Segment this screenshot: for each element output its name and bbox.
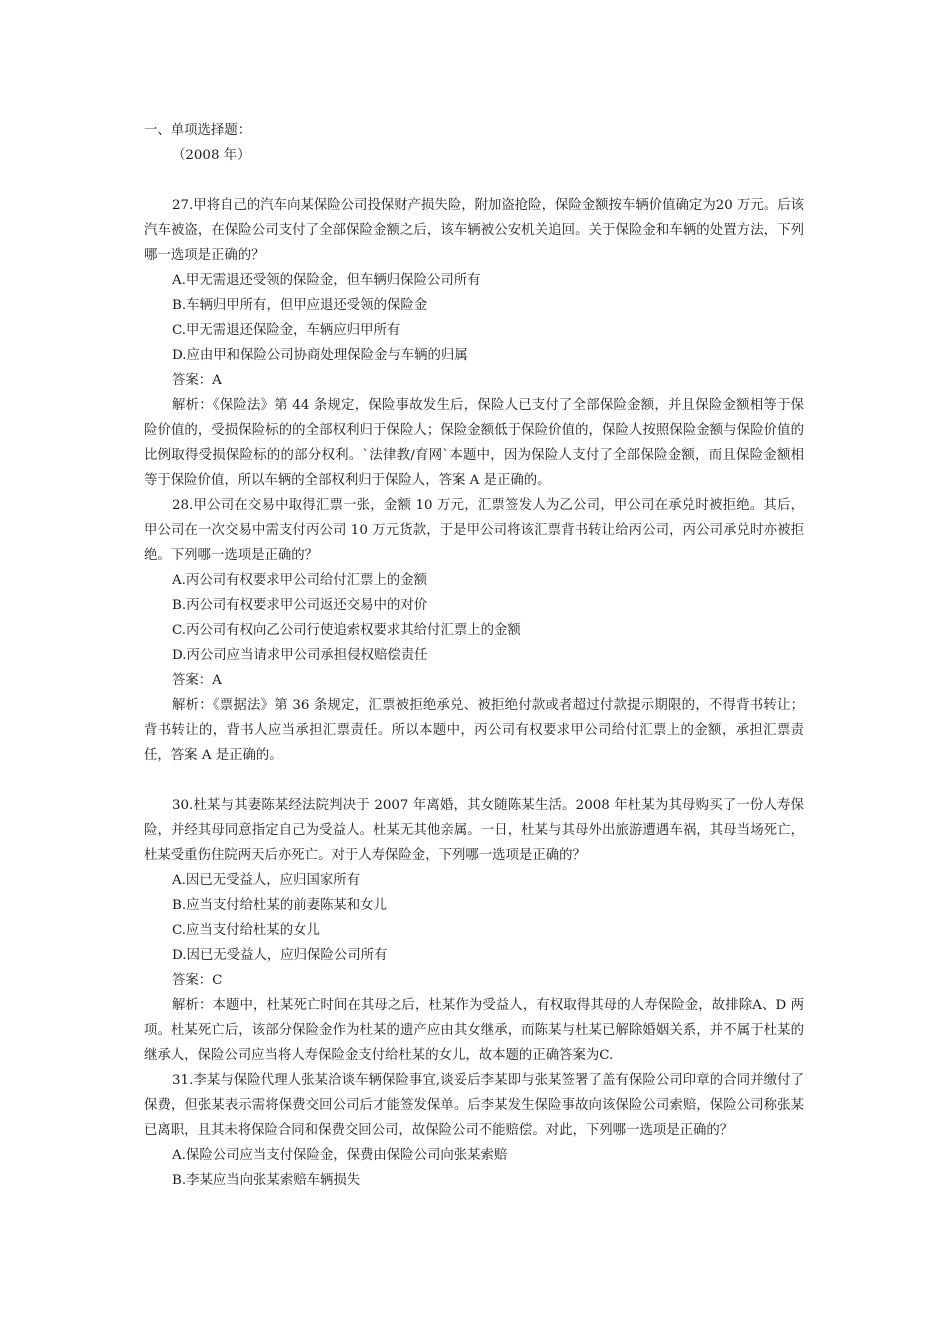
- document-body: [144, 118, 804, 1193]
- question-stem: 27.甲将自己的汽车向某保险公司投保财产损失险，附加盗抢险，保险金额按车辆价值确定为20 万元。后该汽车被盗，在保险公司支付了全部保险金额之后，该车辆被公安机关追回。关于保险金和车辆的处置方法，下列哪一选项是正确的？: [144, 198, 804, 263]
- option-d: D.丙公司应当请求甲公司承担侵权赔偿责任: [172, 648, 428, 663]
- option-c: C.甲无需退还保险金，车辆应归甲所有: [172, 323, 401, 338]
- section-title: 一、单项选择题：: [144, 123, 252, 138]
- option-c: C.应当支付给杜某的女儿: [172, 923, 320, 938]
- blank-line: [144, 768, 804, 793]
- option-a: A.保险公司应当支付保险金，保费由保险公司向张某索赔: [172, 1148, 508, 1163]
- blank-line: [144, 168, 804, 193]
- analysis: 解析：《保险法》第 44 条规定，保险事故发生后，保险人已支付了全部保险金额，并且保险金额相等于保险价值的，受损保险标的的全部权利归于保险人；保险金额低于保险价值的，保险人按照保险金额与保险价值的比例取得受损保险标的的部分权利。`法律教/育网`本题中，因为保险人支付了全部保险金额，而且保险金额相等于保险价值，所以车辆的全部权利归于保险人，答案 A 是正确的。: [144, 398, 804, 488]
- question-28: [144, 493, 804, 768]
- question-27: [144, 193, 804, 493]
- option-d: D.因已无受益人，应归保险公司所有: [172, 948, 388, 963]
- option-a: A.甲无需退还受领的保险金，但车辆归保险公司所有: [172, 273, 481, 288]
- option-c: C.丙公司有权向乙公司行使追索权要求其给付汇票上的金额: [172, 623, 521, 638]
- option-b: B.应当支付给杜某的前妻陈某和女儿: [172, 898, 387, 913]
- option-d: D.应由甲和保险公司协商处理保险金与车辆的归属: [172, 348, 468, 363]
- answer: 答案：A: [172, 673, 222, 688]
- analysis: 解析：本题中，杜某死亡时间在其母之后，杜某作为受益人，有权取得其母的人寿保险金，故排除A、D 两项。杜某死亡后，该部分保险金作为杜某的遗产应由其女继承，而陈某与杜某已解除婚姻关系，并不属于杜某的继承人，保险公司应当将人寿保险金支付给杜某的女儿，故本题的正确答案为C.: [144, 998, 804, 1063]
- option-a: A.丙公司有权要求甲公司给付汇票上的金额: [172, 573, 427, 588]
- question-stem: 30.杜某与其妻陈某经法院判决于 2007 年离婚，其女随陈某生活。2008 年杜某为其母购买了一份人寿保险，并经其母同意指定自己为受益人。杜某无其他亲属。一日，杜某与其母外出旅游遭遇车祸，其母当场死亡，杜某受重伤住院两天后亦死亡。对于人寿保险金，下列哪一选项是正确的？: [144, 798, 804, 863]
- option-b: B.李某应当向张某索赔车辆损失: [172, 1173, 361, 1188]
- question-31: [144, 1068, 804, 1193]
- analysis: 解析：《票据法》第 36 条规定，汇票被拒绝承兑、被拒绝付款或者超过付款提示期限的，不得背书转让；背书转让的，背书人应当承担汇票责任。所以本题中，丙公司有权要求甲公司给付汇票上的金额，承担汇票责任，答案 A 是正确的。: [144, 698, 804, 763]
- option-a: A.因已无受益人，应归国家所有: [172, 873, 361, 888]
- answer: 答案：A: [172, 373, 222, 388]
- year-label: （2008 年）: [172, 148, 251, 163]
- question-30: [144, 793, 804, 1068]
- question-stem: 28.甲公司在交易中取得汇票一张，金额 10 万元，汇票签发人为乙公司，甲公司在承兑时被拒绝。其后，甲公司在一次交易中需支付丙公司 10 万元货款，于是甲公司将该汇票背书转让给丙公司，丙公司承兑时亦被拒绝。下列哪一选项是正确的？: [144, 498, 804, 563]
- option-b: B.丙公司有权要求甲公司返还交易中的对价: [172, 598, 428, 613]
- question-stem: 31.李某与保险代理人张某洽谈车辆保险事宜,谈妥后李某即与张某签署了盖有保险公司印章的合同并缴付了保费，但张某表示需将保费交回公司后才能签发保单。后李某发生保险事故向该保险公司索赔，保险公司称张某已离职，且其未将保险合同和保费交回公司，故保险公司不能赔偿。对此，下列哪一选项是正确的？: [144, 1073, 804, 1138]
- answer: 答案：C: [172, 973, 223, 988]
- option-b: B.车辆归甲所有，但甲应退还受领的保险金: [172, 298, 428, 313]
